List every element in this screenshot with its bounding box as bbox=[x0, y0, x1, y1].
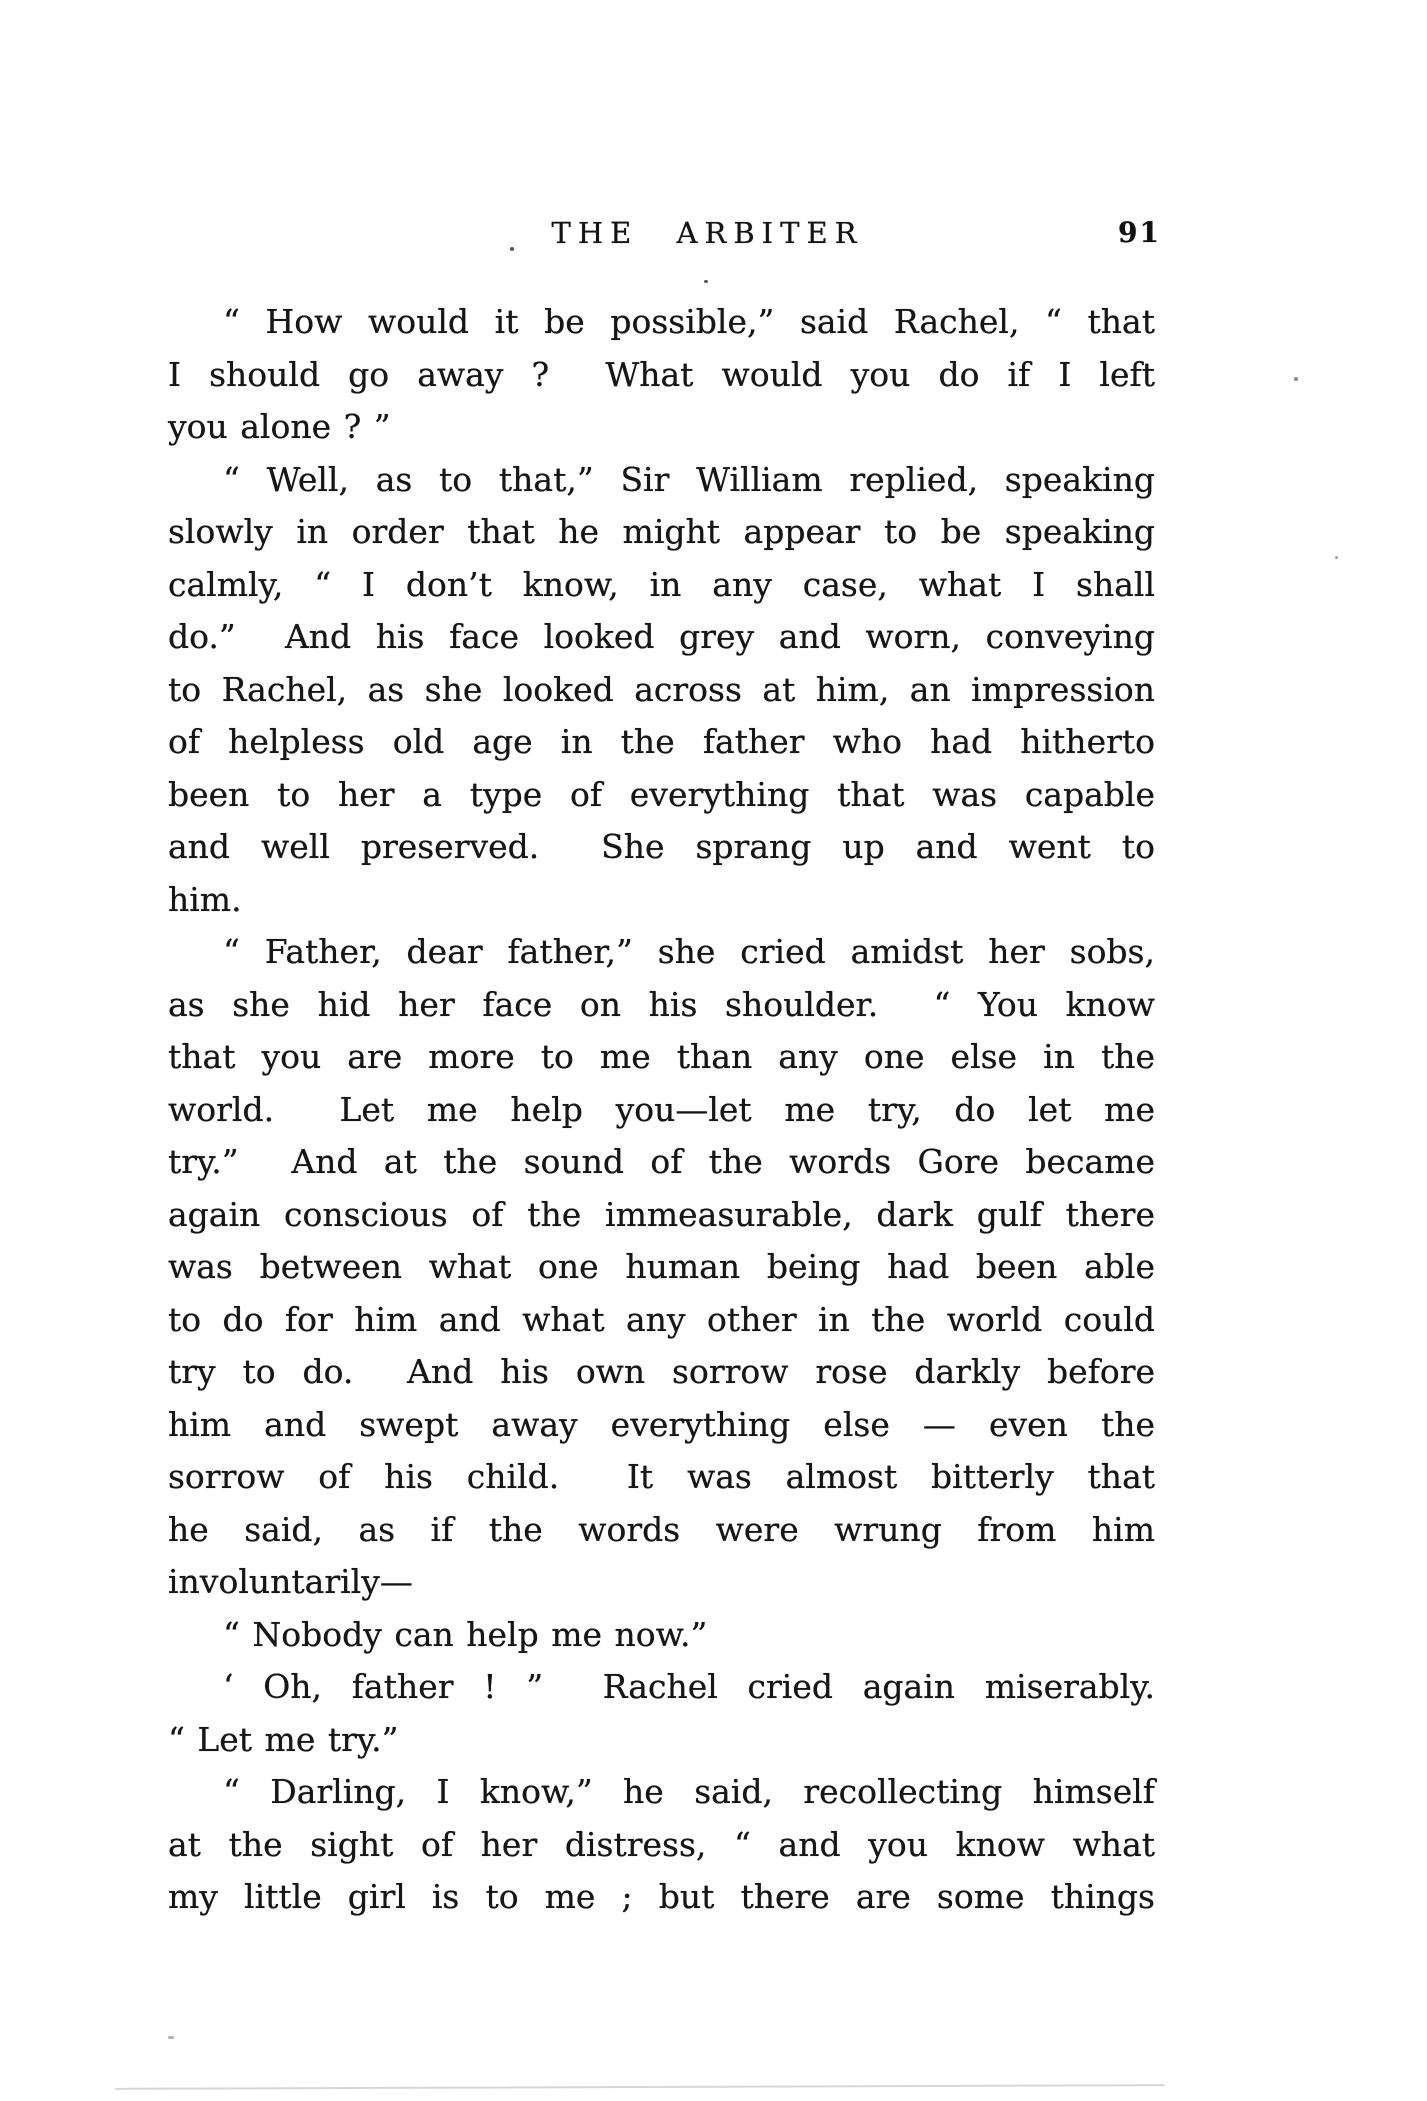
scan-speck bbox=[168, 2036, 174, 2039]
text-line: sorrow of his child. It was almost bitterly that bbox=[168, 1457, 1155, 1496]
text-line: my little girl is to me ; but there are some things bbox=[168, 1877, 1155, 1916]
text-line: at the sight of her distress, “ and you know what bbox=[168, 1824, 1155, 1864]
text-line: “ Father, dear father,” she cried amidst her sobs, bbox=[223, 932, 1155, 971]
text-line: ‘ Oh, father ! ” Rachel cried again miserably. bbox=[223, 1667, 1155, 1706]
page-number: 91 bbox=[1118, 216, 1161, 249]
text-line: and well preserved. She sprang up and went to bbox=[168, 827, 1155, 866]
running-title: THE ARBITER bbox=[551, 216, 864, 250]
text-line: he said, as if the words were wrung from him bbox=[168, 1509, 1155, 1549]
page-body bbox=[168, 296, 1155, 1924]
text-line: him. bbox=[168, 879, 242, 919]
text-line: of helpless old age in the father who had hitherto bbox=[168, 722, 1155, 761]
text-line: to do for him and what any other in the world could bbox=[168, 1299, 1155, 1339]
text-line: try to do. And his own sorrow rose darkly before bbox=[168, 1352, 1155, 1391]
text-line: “ Let me try.” bbox=[168, 1719, 399, 1759]
text-line: you alone ? ” bbox=[168, 407, 391, 446]
text-line: involuntarily— bbox=[168, 1562, 413, 1601]
text-line: try.” And at the sound of the words Gore became bbox=[168, 1142, 1155, 1181]
text-line: been to her a type of everything that was capable bbox=[168, 774, 1155, 814]
scan-speck bbox=[1294, 377, 1298, 381]
text-line: “ Darling, I know,” he said, recollecting himself bbox=[223, 1772, 1155, 1811]
scan-speck bbox=[1335, 556, 1338, 559]
text-line: as she hid her face on his shoulder. “ You know bbox=[168, 984, 1155, 1024]
text-line: world. Let me help you—let me try, do let me bbox=[168, 1089, 1155, 1129]
scan-speck bbox=[510, 247, 514, 251]
text-line: calmly, “ I don’t know, in any case, what I shall bbox=[168, 564, 1155, 604]
scan-page-curl-line bbox=[115, 2084, 1165, 2090]
text-line: “ How would it be possible,” said Rachel, “ that bbox=[223, 302, 1155, 341]
text-line: “ Nobody can help me now.” bbox=[223, 1614, 708, 1654]
text-line: again conscious of the immeasurable, dark gulf there bbox=[168, 1194, 1155, 1234]
text-line: to Rachel, as she looked across at him, an impression bbox=[168, 669, 1155, 709]
text-line: that you are more to me than any one else in the bbox=[168, 1037, 1155, 1076]
text-line: slowly in order that he might appear to be speaking bbox=[168, 512, 1155, 551]
scan-speck bbox=[704, 280, 708, 283]
text-line: I should go away ? What would you do if I left bbox=[168, 354, 1155, 394]
text-line: “ Well, as to that,” Sir William replied, speaking bbox=[223, 459, 1155, 499]
text-line: do.” And his face looked grey and worn, conveying bbox=[168, 617, 1155, 656]
page-header bbox=[168, 216, 1161, 260]
text-line: was between what one human being had been able bbox=[168, 1247, 1155, 1286]
text-line: him and swept away everything else — even the bbox=[168, 1404, 1155, 1444]
